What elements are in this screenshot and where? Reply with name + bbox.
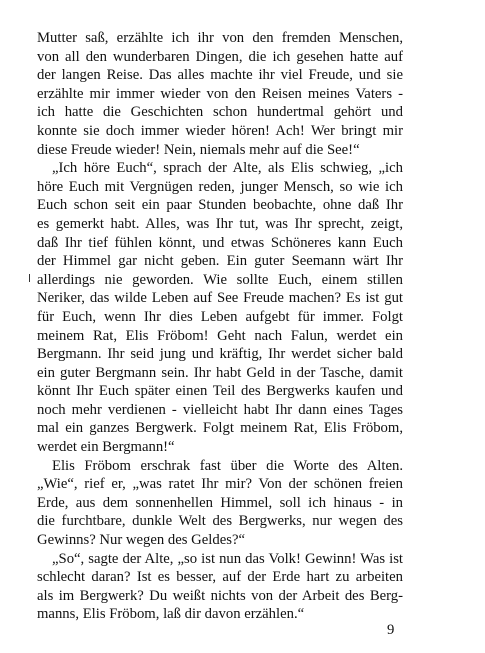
- text-line: ich hatte die Geschichten schon hundertmal gehört und: [37, 104, 403, 121]
- text-line: werdet ein Bergmann!“: [37, 439, 175, 456]
- text-line: ein guter Bergmann sein. Ihr habt Geld in der Tasche, damit: [37, 364, 403, 381]
- text-line: die furchtbare, dunkle Welt des Bergwerks, nur wegen des: [37, 513, 403, 530]
- text-line: höre Euch mit Vergnügen reden, junger Mensch, so wie ich: [37, 178, 403, 195]
- text-line: Neriker, das wilde Leben auf See Freude machen? Es ist gut: [37, 290, 403, 307]
- text-line: Euch schon seit ein paar Stunden beobachte, ohne daß Ihr: [37, 197, 403, 214]
- text-line: könnt Ihr Euch später einen Teil des Bergwerks kaufen und: [37, 383, 403, 400]
- text-line: diese Freude wieder! Nein, niemals mehr auf die See!“: [37, 141, 360, 158]
- text-line: der langen Reise. Das alles machte ihr viel Freude, und sie: [37, 67, 403, 84]
- text-line: der Himmel gar nicht geben. Ein guter Seemann wärt Ihr: [37, 253, 403, 270]
- text-line: „Ich höre Euch“, sprach der Alte, als Elis schwieg, „ich: [52, 160, 403, 177]
- text-line: es gemerkt habt. Alles, was Ihr tut, was Ihr sprecht, zeigt,: [37, 215, 403, 232]
- body-text: [37, 29, 403, 624]
- text-line: für Euch, wenn Ihr dies Leben aufgebt für immer. Folgt: [37, 308, 403, 325]
- text-line: konnte sie doch immer wieder hören! Ach! Wer bringt mir: [37, 122, 403, 139]
- text-line: Gewinns? Nur wegen des Geldes?“: [37, 532, 245, 549]
- text-line: daß Ihr tief fühlen könnt, und etwas Schöneres kann Euch: [37, 234, 403, 251]
- text-line: als im Bergwerk? Du weißt nichts von der Arbeit des Berg-: [37, 587, 403, 604]
- text-line: meinem Rat, Elis Fröbom! Geht nach Falun, werdet ein: [37, 327, 403, 344]
- text-line: mal ein ganzes Bergwerk. Folgt meinem Rat, Elis Fröbom,: [37, 420, 403, 437]
- text-line: allerdings nie geworden. Wie sollte Euch, einem stillen: [37, 271, 403, 288]
- text-line: von all den wunderbaren Dingen, die ich gesehen hatte auf: [37, 48, 403, 65]
- text-line: „So“, sagte der Alte, „so ist nun das Volk! Gewinn! Was ist: [52, 550, 403, 567]
- margin-mark: [29, 274, 30, 282]
- text-line: erzählte mir immer wieder von den Reisen meines Vaters -: [37, 85, 403, 102]
- text-line: Elis Fröbom erschrak fast über die Worte des Alten.: [52, 457, 403, 474]
- text-line: schlecht daran? Ist es besser, auf der Erde hart zu arbeiten: [37, 569, 403, 586]
- text-line: Bergmann. Ihr seid jung und kräftig, Ihr werdet sicher bald: [37, 346, 403, 363]
- text-line: Mutter saß, erzählte ich ihr von den fremden Menschen,: [37, 30, 403, 46]
- text-line: manns, Elis Fröbom, laß dir davon erzählen.“: [37, 606, 305, 623]
- text-line: „Wie“, rief er, „was ratet Ihr mir? Von der schönen freien: [37, 476, 403, 493]
- text-line: noch mehr verdienen - vielleicht habt Ihr dann eines Tages: [37, 401, 403, 418]
- page-number: 9: [387, 622, 395, 638]
- text-line: Erde, aus dem sonnenhellen Himmel, soll ich hinaus - in: [37, 494, 403, 511]
